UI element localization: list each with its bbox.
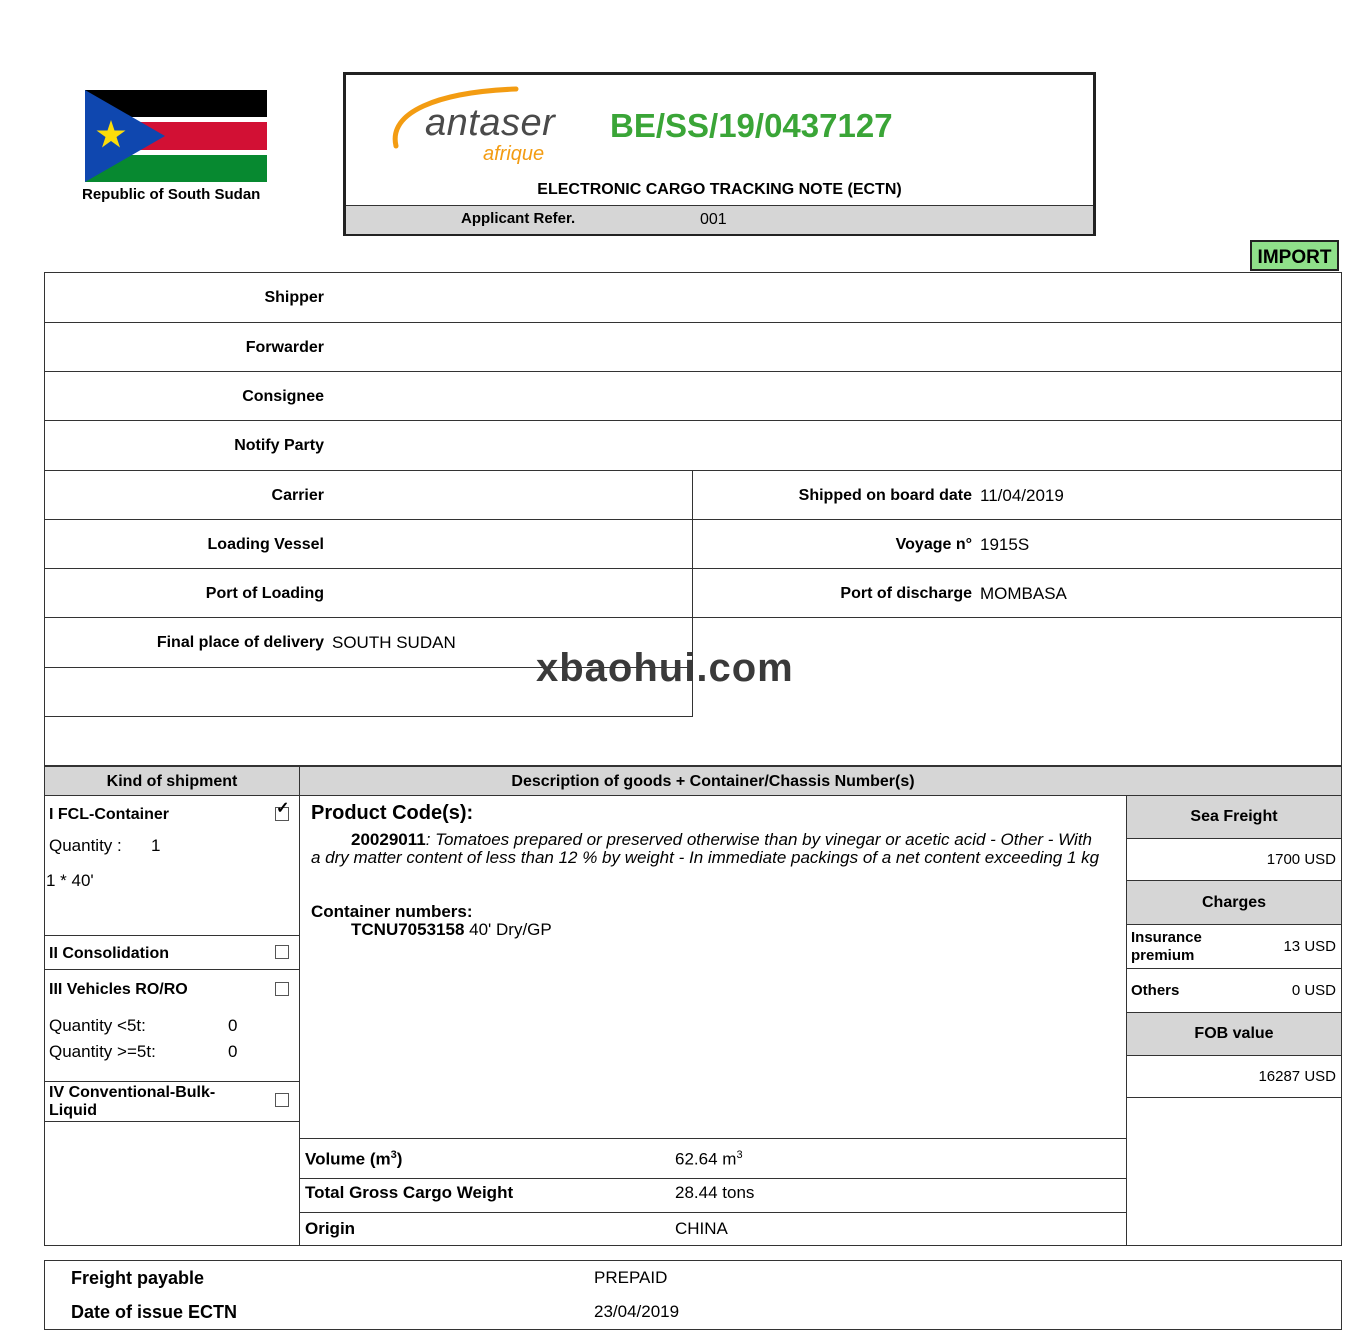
final-delivery-value: SOUTH SUDAN (332, 633, 456, 652)
fob-value: 16287 USD (1258, 1068, 1336, 1085)
loading-vessel-label: Loading Vessel (207, 536, 324, 553)
fob-label: FOB value (1194, 1025, 1274, 1042)
quantity-value: 1 (151, 836, 161, 855)
quantity-label: Quantity : (49, 836, 122, 855)
product-codes-label: Product Code(s): (311, 802, 474, 824)
shipped-date-label: Shipped on board date (798, 487, 972, 504)
bulk-liquid-label: IV Conventional-Bulk-Liquid (49, 1084, 216, 1119)
insurance-label: Insurance premium (1131, 929, 1202, 964)
consignee-label: Consignee (242, 388, 324, 405)
container-line (351, 920, 552, 940)
vehicles-checkbox[interactable] (275, 982, 289, 996)
applicant-value: 001 (700, 211, 727, 228)
origin-value: CHINA (675, 1219, 728, 1238)
notify-party-label: Notify Party (234, 437, 324, 454)
voyage-label: Voyage n° (895, 536, 972, 553)
qty-lt5-value: 0 (228, 1016, 238, 1035)
freight-payable-label: Freight payable (71, 1268, 205, 1288)
shipped-date-value: 11/04/2019 (980, 486, 1064, 505)
product-description (311, 831, 1106, 867)
final-delivery-label: Final place of delivery (156, 634, 324, 651)
watermark: xbaohui.com (536, 646, 794, 690)
origin-label: Origin (305, 1219, 356, 1238)
fcl-container-label: I FCL-Container (49, 806, 169, 823)
kind-of-shipment-title: Kind of shipment (106, 773, 238, 790)
container-number: TCNU7053158 (351, 920, 465, 939)
document-title: ELECTRONIC CARGO TRACKING NOTE (ECTN) (537, 181, 902, 198)
volume-value: 62.64 $m^3$ (675, 1149, 743, 1169)
volume-label: Volume $(m^3)$ (305, 1149, 403, 1169)
freight-payable-value: PREPAID (594, 1268, 668, 1287)
container-numbers-label: Container numbers: (311, 902, 473, 921)
container-spec: 1 * 40' (46, 871, 94, 890)
insurance-value: 13 USD (1283, 938, 1336, 955)
qty-lt5-label: Quantity <5t: (49, 1016, 146, 1035)
goods-title: Description of goods + Container/Chassis Number(s) (511, 773, 915, 790)
charges-label: Charges (1201, 894, 1267, 911)
issue-date-label: Date of issue ECTN (71, 1302, 238, 1322)
issue-date-value: 23/04/2019 (594, 1302, 680, 1321)
gross-weight-value: 28.44 tons (675, 1183, 755, 1202)
bulk-liquid-checkbox[interactable] (275, 1093, 289, 1107)
consolidation-checkbox[interactable] (275, 945, 289, 959)
ectn-reference-number: BE/SS/19/0437127 (610, 107, 893, 144)
qty-ge5-value: 0 (228, 1042, 238, 1061)
shipper-label: Shipper (264, 289, 324, 306)
others-label: Others (1131, 982, 1180, 999)
sea-freight-value: 1700 USD (1266, 851, 1336, 868)
forwarder-label: Forwarder (245, 339, 324, 356)
port-of-loading-label: Port of Loading (205, 585, 324, 602)
gross-weight-label: Total Gross Cargo Weight (305, 1183, 514, 1202)
consolidation-label: II Consolidation (49, 945, 169, 962)
others-value: 0 USD (1291, 982, 1336, 999)
logo-sub: afrique (483, 143, 545, 165)
check-icon: ✓ (276, 800, 290, 817)
carrier-label: Carrier (271, 487, 324, 504)
sea-freight-label: Sea Freight (1190, 808, 1278, 825)
port-of-discharge-label: Port of discharge (840, 585, 972, 602)
south-sudan-flag (85, 90, 267, 182)
port-of-discharge-value: MOMBASA (980, 584, 1067, 603)
import-badge: IMPORT (1250, 240, 1339, 271)
container-type: 40' Dry/GP (469, 920, 552, 939)
footer-box (44, 1260, 1342, 1330)
product-code: 20029011 (351, 830, 426, 849)
country-name: Republic of South Sudan (82, 186, 261, 203)
vehicles-label: III Vehicles RO/RO (49, 981, 188, 998)
product-desc: : Tomatoes prepared or preserved otherwise than by vinegar or acetic acid - Other - With a dry matter content of less than 12 % by weight - In immediate packings of a net content exceeding 1 kg (311, 830, 1100, 867)
logo-name: antaser (425, 102, 556, 144)
voyage-value: 1915S (980, 535, 1030, 554)
qty-ge5-label: Quantity >=5t: (49, 1042, 156, 1061)
applicant-label: Applicant Refer. (461, 210, 576, 227)
